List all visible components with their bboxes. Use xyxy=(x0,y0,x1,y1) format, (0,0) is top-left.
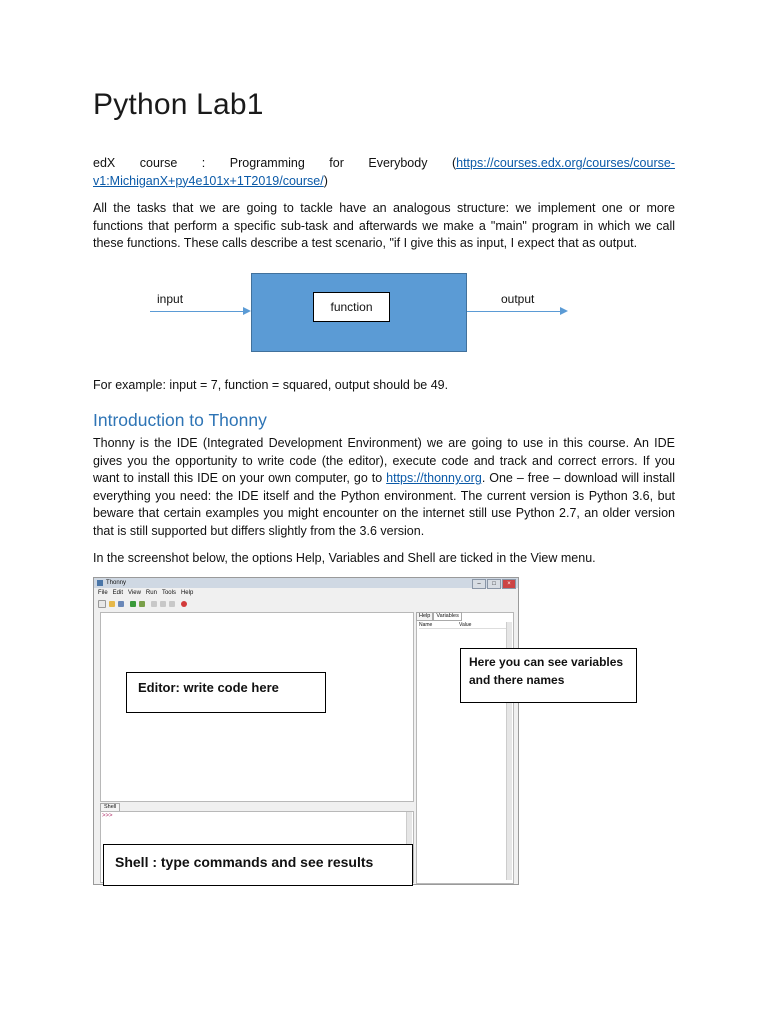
open-file-icon[interactable] xyxy=(109,601,115,607)
thonny-text-after: . One – free – download will install everything you need: the IDE itself and the Python environment. The current version is Python 3.6, but beware that certain examples you might encounter on the internet still use Python 2.7, an older version that is still supported but differs slightly from the 3.6 version. xyxy=(93,471,675,538)
minimize-button[interactable]: – xyxy=(472,579,486,589)
maximize-button[interactable]: □ xyxy=(487,579,501,589)
input-arrow-line xyxy=(150,311,243,312)
output-arrow-head-icon xyxy=(560,307,568,315)
course-line xyxy=(93,155,675,190)
course-close-paren: ) xyxy=(323,173,328,188)
thonny-link[interactable]: https://thonny.org xyxy=(386,471,482,486)
course-colon: course xyxy=(139,156,178,170)
menu-help[interactable]: Help xyxy=(180,590,194,596)
run-icon[interactable] xyxy=(130,601,136,607)
window-title: Thonny xyxy=(106,580,127,586)
shell-callout-text: Shell : type commands and see results xyxy=(115,854,374,870)
step-into-icon[interactable] xyxy=(160,601,166,607)
diagram-input-label: input xyxy=(157,292,184,306)
example-line: For example: input = 7, function = squared, output should be 49. xyxy=(93,378,449,392)
toolbar xyxy=(98,599,187,609)
course-link-part1[interactable]: https://courses.edx.org/courses/course- xyxy=(456,156,675,170)
save-icon[interactable] xyxy=(118,601,124,607)
step-out-icon[interactable] xyxy=(169,601,175,607)
column-value: Value xyxy=(459,622,472,628)
editor-callout xyxy=(126,672,326,713)
menu-tools[interactable]: Tools xyxy=(161,590,176,596)
thonny-text-before: Thonny is the IDE (Integrated Development Environment) we are going to use in this course. An IDE gives you the opportunity to write code (the editor), execute code and track and correct errors. If you want to install this IDE on your own computer, go to xyxy=(93,436,675,486)
section-heading: Introduction to Thonny xyxy=(93,410,267,430)
screenshot-caption: In the screenshot below, the options Help, Variables and Shell are ticked in the View menu. xyxy=(93,551,596,565)
output-arrow-line xyxy=(467,311,560,312)
course-word-2: for xyxy=(329,156,344,170)
right-tabs xyxy=(416,612,462,621)
thonny-screenshot xyxy=(93,577,519,885)
step-over-icon[interactable] xyxy=(151,601,157,607)
course-label: edX xyxy=(93,156,116,170)
menu-run[interactable]: Run xyxy=(145,590,157,596)
editor-callout-text: Editor: write code here xyxy=(138,680,279,695)
thonny-logo-icon xyxy=(97,580,103,586)
thonny-paragraph xyxy=(93,435,675,541)
input-arrow-head-icon xyxy=(243,307,251,315)
debug-icon[interactable] xyxy=(139,601,145,607)
menu-edit[interactable]: Edit xyxy=(112,590,124,596)
tab-variables[interactable]: Variables xyxy=(433,612,462,621)
window-titlebar xyxy=(94,578,518,588)
function-box: function xyxy=(313,292,390,322)
new-file-icon[interactable] xyxy=(98,600,106,608)
course-link-part2[interactable]: v1:MichiganX+py4e101x+1T2019/course/ xyxy=(93,173,324,188)
shell-callout xyxy=(103,844,413,886)
variables-callout xyxy=(460,648,637,703)
diagram-output-label: output xyxy=(501,292,535,306)
window-controls xyxy=(472,579,516,589)
menu-bar xyxy=(94,589,193,598)
tab-shell[interactable]: Shell xyxy=(100,803,120,812)
page-title: Python Lab1 xyxy=(93,88,264,121)
course-url-line1-wrap: (https://courses.edx.org/courses/course- xyxy=(451,156,675,170)
course-word-3: Everybody xyxy=(368,156,428,170)
stop-icon[interactable] xyxy=(181,601,187,607)
column-name: Name xyxy=(419,622,433,628)
menu-file[interactable]: File xyxy=(98,590,108,596)
course-word-1: Programming xyxy=(229,156,305,170)
tab-help[interactable]: Help xyxy=(416,612,433,621)
variables-callout-text: Here you can see variables and there names xyxy=(469,655,624,687)
variables-header xyxy=(419,622,507,629)
course-sep: : xyxy=(201,156,206,170)
intro-paragraph: All the tasks that we are going to tackle have an analogous structure: we implement one or more functions that perform a specific sub-task and afterwards we make a "main" program in which we call these functions. These calls describe a test scenario, "if I give this as input, I expect that as output. xyxy=(93,201,675,251)
shell-prompt: >>> xyxy=(102,813,113,819)
close-button[interactable]: × xyxy=(502,579,516,589)
menu-view[interactable]: View xyxy=(128,590,141,596)
